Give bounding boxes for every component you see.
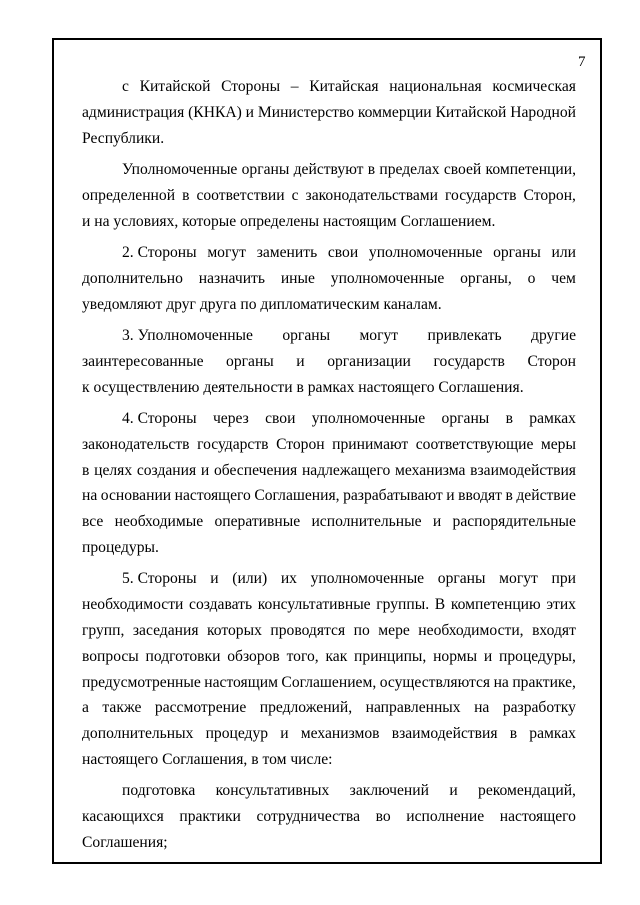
paragraph: [82, 240, 576, 317]
word: Китайская: [309, 78, 379, 95]
word: органы: [437, 570, 486, 588]
word: привлекать: [427, 326, 502, 344]
word: и: [483, 647, 493, 665]
word: оперативные: [214, 513, 301, 531]
word: на: [82, 487, 98, 505]
word: также: [102, 699, 142, 717]
word: или: [551, 243, 576, 261]
word: все: [82, 513, 104, 531]
word: принципы,: [354, 647, 427, 665]
word: проводятся: [270, 621, 346, 639]
word: вводят: [458, 487, 502, 505]
word: принимают: [332, 435, 409, 453]
word: могут: [207, 243, 246, 261]
word: могут: [359, 326, 399, 344]
text-line: [82, 349, 576, 375]
word: Китайской: [435, 103, 507, 121]
word: действуют: [293, 160, 364, 178]
word: в: [505, 409, 513, 427]
paragraph: [82, 566, 576, 772]
word: свои: [265, 409, 296, 427]
word: законодательствами: [305, 186, 438, 204]
word: меры: [540, 435, 576, 453]
word: процедур: [205, 725, 269, 743]
word: В: [434, 596, 446, 614]
text-line: [82, 157, 576, 183]
word: при: [551, 570, 576, 588]
word: Народной: [510, 103, 576, 121]
word: процедуры.: [82, 538, 159, 556]
word: соответствующие: [415, 435, 534, 453]
word: с: [122, 78, 129, 95]
word: входят: [532, 621, 576, 639]
word: Сторон: [276, 435, 325, 453]
text-line: [82, 209, 576, 235]
text-line: [82, 670, 576, 696]
word: иные: [280, 269, 315, 287]
word: заменить: [256, 243, 318, 261]
word: космическая: [492, 78, 576, 95]
word: того,: [286, 647, 319, 665]
text-line: [82, 804, 576, 830]
word: национальная: [389, 78, 482, 95]
word: коммерции: [357, 103, 432, 121]
text-line: [82, 592, 576, 618]
text-line: [82, 100, 576, 126]
word: компетенции,: [485, 160, 576, 178]
word: подготовки: [145, 647, 221, 665]
word: их: [280, 570, 297, 588]
word: своей: [443, 160, 482, 178]
word: с: [291, 186, 299, 204]
text-line: [82, 323, 576, 349]
text-line: [82, 695, 576, 721]
word: и на условиях, которые определены настоящим Соглашением.: [82, 212, 496, 230]
word: этих: [546, 596, 576, 614]
word: Сторон: [527, 352, 576, 370]
word: мере: [378, 621, 410, 639]
word: рекомендаций,: [478, 782, 576, 800]
paragraph: [82, 778, 576, 855]
paragraph: [82, 323, 576, 400]
word: организации: [327, 352, 411, 370]
word: законодательств: [82, 435, 190, 453]
text-line: [82, 483, 576, 509]
word: определенной: [82, 186, 176, 204]
word: и: [210, 570, 219, 588]
word: распорядительные: [452, 513, 576, 531]
word: на: [493, 673, 509, 691]
text-line: [82, 183, 576, 209]
word: практики: [179, 808, 241, 826]
text-line: [82, 830, 576, 856]
paragraph: [82, 406, 576, 561]
text-line: [82, 566, 576, 592]
word: (или): [232, 570, 268, 588]
text-line: [82, 74, 576, 100]
word: органы: [441, 409, 490, 427]
text-line: [82, 432, 576, 458]
word: взаимодействия: [470, 461, 576, 479]
word: Уполномоченные: [122, 160, 238, 178]
word: групп,: [82, 621, 125, 639]
word: в: [367, 160, 376, 178]
text-line: [82, 240, 576, 266]
word: через: [212, 409, 249, 427]
paragraph: [82, 157, 576, 234]
text-line: [82, 126, 576, 152]
word: необходимости,: [418, 621, 524, 639]
word: и: [449, 782, 458, 800]
word: процедуры,: [499, 647, 576, 665]
word: рассмотрение: [154, 699, 247, 717]
word: назначить: [198, 269, 265, 287]
word: Соглашения,: [254, 487, 340, 505]
word: Китайской: [139, 78, 211, 95]
text-line: [82, 618, 576, 644]
word: и: [296, 352, 305, 370]
word: 5. Стороны: [122, 570, 197, 588]
word: и: [446, 487, 455, 505]
word: заинтересованные: [82, 352, 204, 370]
word: соответствии: [196, 186, 285, 204]
word: в: [182, 186, 190, 204]
word: уполномоченные: [330, 269, 445, 287]
word: осуществляются: [379, 673, 491, 691]
word: Стороны: [221, 78, 281, 95]
word: заседания: [132, 621, 199, 639]
word: органы: [493, 243, 541, 261]
word: настоящего Соглашения, в том числе:: [82, 750, 333, 768]
word: консультативные: [257, 596, 371, 614]
word: механизма: [395, 461, 466, 479]
word: дополнительных: [82, 725, 194, 743]
word: к осуществлению деятельности в рамках настоящего Соглашения.: [82, 378, 524, 396]
word: которых: [207, 621, 262, 639]
word: вопросы: [82, 647, 139, 665]
word: целях: [94, 461, 133, 479]
word: могут: [499, 570, 538, 588]
word: 2. Стороны: [122, 243, 197, 261]
word: предложений,: [259, 699, 353, 717]
document-body: [82, 74, 576, 856]
word: консультативных: [215, 782, 330, 800]
word: настоящего: [499, 808, 576, 826]
text-line: [82, 644, 576, 670]
word: создания: [136, 461, 197, 479]
word: и: [432, 513, 442, 531]
word: обеспечения: [213, 461, 298, 479]
word: уполномоченные: [368, 243, 483, 261]
word: рамках: [529, 409, 576, 427]
word: 4. Стороны: [122, 409, 197, 427]
text-line: [82, 778, 576, 804]
word: разработку: [502, 699, 576, 717]
word: в: [505, 487, 513, 505]
word: Министерство: [257, 103, 355, 121]
word: уведомляют друг друга по дипломатическим каналам.: [82, 295, 442, 313]
word: предусмотренные: [82, 673, 201, 691]
word: по: [353, 621, 370, 639]
word: группы.: [376, 596, 430, 614]
word: и: [200, 461, 210, 479]
word: государств: [433, 352, 505, 370]
word: необходимости: [82, 596, 184, 614]
word: надлежащего: [301, 461, 391, 479]
word: исполнение: [406, 808, 485, 826]
text-line: [82, 292, 576, 318]
word: –: [290, 78, 299, 95]
paragraph: [82, 74, 576, 151]
word: и: [245, 103, 255, 121]
word: органы: [226, 352, 274, 370]
word: органы: [241, 160, 290, 178]
word: необходимые: [114, 513, 204, 531]
text-line: [82, 747, 576, 773]
word: практике,: [512, 673, 576, 691]
word: (КНКА): [188, 103, 242, 121]
word: Республики.: [82, 129, 165, 147]
word: на: [474, 699, 490, 717]
word: обзоров: [227, 647, 280, 665]
word: чем: [551, 269, 576, 287]
word: государств: [445, 186, 517, 204]
text-line: [82, 721, 576, 747]
text-line: [82, 535, 576, 561]
word: как: [325, 647, 348, 665]
word: о: [527, 269, 536, 287]
word: Соглашения;: [82, 833, 168, 851]
word: механизмов: [300, 725, 380, 743]
word: сотрудничества: [256, 808, 360, 826]
word: а: [82, 699, 89, 717]
text-line: [82, 406, 576, 432]
word: администрация: [82, 103, 185, 121]
word: уполномоченные: [310, 570, 425, 588]
word: нормы: [433, 647, 478, 665]
word: компетенцию: [450, 596, 541, 614]
word: создавать: [189, 596, 253, 614]
word: основании: [100, 487, 172, 505]
word: органы: [282, 326, 331, 344]
word: во: [375, 808, 391, 826]
word: и: [280, 725, 289, 743]
word: органы,: [460, 269, 512, 287]
word: настоящего: [174, 487, 251, 505]
word: заключений: [349, 782, 429, 800]
word: подготовка: [122, 782, 196, 800]
word: пределах: [379, 160, 440, 178]
word: свои: [327, 243, 359, 261]
word: касающихся: [82, 808, 164, 826]
word: 3. Уполномоченные: [122, 326, 253, 344]
text-line: [82, 509, 576, 535]
text-line: [82, 458, 576, 484]
word: Соглашением,: [281, 673, 377, 691]
word: исполнительные: [311, 513, 422, 531]
word: взаимодействия: [391, 725, 498, 743]
word: разрабатывают: [343, 487, 443, 505]
word: действие: [516, 487, 576, 505]
page-number: 7: [578, 54, 586, 70]
word: рамках: [529, 725, 576, 743]
word: в: [509, 725, 518, 743]
word: государств: [197, 435, 269, 453]
word: дополнительно: [82, 269, 183, 287]
word: уполномоченные: [311, 409, 426, 427]
word: в: [82, 461, 90, 479]
word: Сторон,: [523, 186, 576, 204]
word: направленных: [365, 699, 461, 717]
text-line: [82, 375, 576, 401]
text-line: [82, 266, 576, 292]
word: настоящим: [204, 673, 278, 691]
word: другие: [531, 326, 576, 344]
